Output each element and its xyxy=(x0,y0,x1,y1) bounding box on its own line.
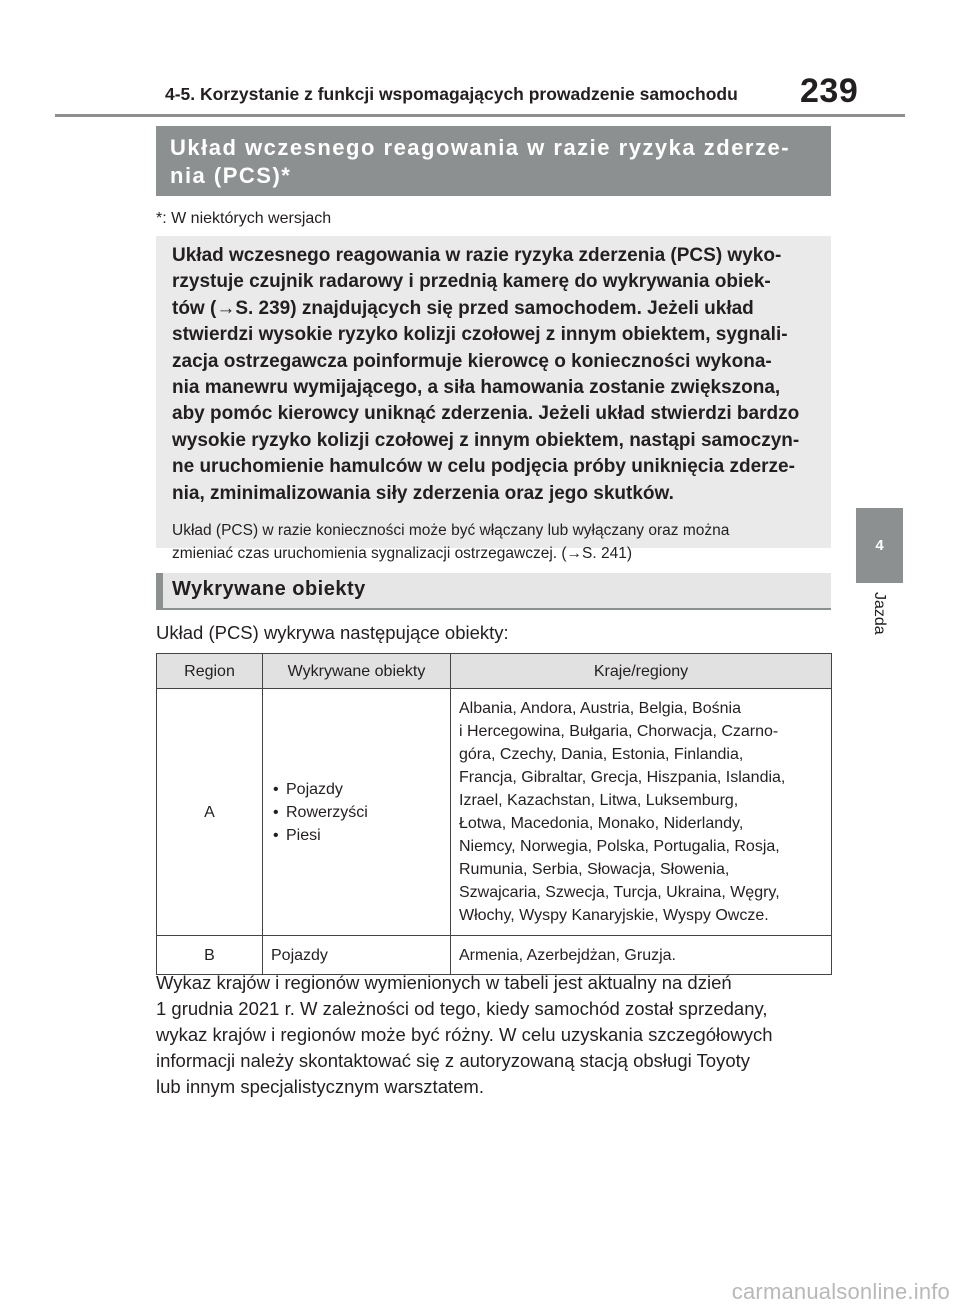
chapter-tab: 4 xyxy=(856,508,903,583)
objects-cell xyxy=(263,689,451,936)
country-line: Włochy, Wyspy Kanaryjskie, Wyspy Owcze. xyxy=(459,907,769,924)
intro-line: tów (→S. 239) znajdujących się przed samochodem. Jeżeli układ xyxy=(172,297,754,319)
section-title-line-2: nia (PCS)* xyxy=(170,163,292,188)
closing-line: informacji należy skontaktować się z autoryzowaną stacją obsługi Toyoty xyxy=(156,1050,751,1071)
closing-line: Wykaz krajów i regionów wymienionych w tabeli jest aktualny na dzień xyxy=(156,972,732,993)
region-cell: B xyxy=(157,936,263,975)
intro-note xyxy=(172,519,817,565)
section-title-line-1: Układ wczesnego reagowania w razie ryzyka zderze- xyxy=(170,135,791,160)
list-item: • Piesi xyxy=(271,824,450,847)
intro-note-line: Układ (PCS) w razie konieczności może być włączany lub wyłączany oraz można xyxy=(172,522,730,540)
page-number: 239 xyxy=(800,72,859,110)
list-item: • Pojazdy xyxy=(271,778,450,801)
table-header-row xyxy=(157,654,832,689)
closing-paragraph xyxy=(156,970,836,1100)
country-line: Rumunia, Serbia, Słowacja, Słowenia, xyxy=(459,861,730,878)
intro-line: nia manewru wymijającego, a siła hamowania zostanie zwiększona, xyxy=(172,377,781,399)
country-line: Szwajcaria, Szwecja, Turcja, Ukraina, Węgry, xyxy=(459,884,780,901)
closing-line: 1 grudnia 2021 r. W zależności od tego, kiedy samochód został sprzedany, xyxy=(156,998,768,1019)
intro-line: rzystuje czujnik radarowy i przednią kamerę do wykrywania obiek- xyxy=(172,271,771,293)
chapter-title: 4-5. Korzystanie z funkcji wspomagających prowadzenie samochodu xyxy=(165,84,738,104)
intro-line: ne uruchomienie hamulców w celu podjęcia próby uniknięcia zderze- xyxy=(172,456,795,478)
country-line: Niemcy, Norwegia, Polska, Portugalia, Rosja, xyxy=(459,838,780,855)
closing-line: wykaz krajów i regionów może być różny. W celu uzyskania szczegółowych xyxy=(156,1024,773,1045)
country-line: góra, Czechy, Dania, Estonia, Finlandia, xyxy=(459,746,744,763)
header-divider xyxy=(55,114,905,117)
regions-table xyxy=(156,653,832,975)
footnote: *: W niektórych wersjach xyxy=(156,210,332,227)
country-line: Francja, Gibraltar, Grecja, Hiszpania, Islandia, xyxy=(459,769,786,786)
objects-list xyxy=(271,778,450,847)
table-row xyxy=(157,689,832,936)
section-title-banner xyxy=(156,126,831,196)
objects-cell: Pojazdy xyxy=(263,936,451,975)
intro-line: zacja ostrzegawcza poinformuje kierowcę o konieczności wykona- xyxy=(172,350,772,372)
header-region: Region xyxy=(157,654,263,689)
table-intro: Układ (PCS) wykrywa następujące obiekty: xyxy=(156,622,509,643)
intro-paragraph xyxy=(172,243,817,507)
intro-line: Układ wczesnego reagowania w razie ryzyka zderzenia (PCS) wyko- xyxy=(172,245,782,266)
closing-line: lub innym specjalistycznym warsztatem. xyxy=(156,1076,484,1097)
header-countries: Kraje/regiony xyxy=(451,654,832,689)
intro-line: aby pomóc kierowcy uniknąć zderzenia. Jeżeli układ stwierdzi bardzo xyxy=(172,403,800,425)
country-line: i Hercegowina, Bułgaria, Chorwacja, Czarno- xyxy=(459,723,779,740)
region-cell: A xyxy=(157,689,263,936)
header-detected-objects: Wykrywane obiekty xyxy=(263,654,451,689)
intro-note-line: zmieniać czas uruchomienia sygnalizacji ostrzegawczej. (→S. 241) xyxy=(172,545,633,563)
countries-cell xyxy=(451,689,832,936)
watermark: carmanualsonline.info xyxy=(731,1279,950,1304)
subsection-title: Wykrywane obiekty xyxy=(156,573,831,610)
country-line: Albania, Andora, Austria, Belgia, Bośnia xyxy=(459,700,741,717)
countries-cell: Armenia, Azerbejdżan, Gruzja. xyxy=(451,936,832,975)
intro-line: nia, zminimalizowania siły zderzenia oraz jego skutków. xyxy=(172,482,674,504)
country-line: Izrael, Kazachstan, Litwa, Luksemburg, xyxy=(459,792,739,809)
table-row xyxy=(157,936,832,975)
intro-line: stwierdzi wysokie ryzyko kolizji czołowej z innym obiektem, sygnali- xyxy=(172,324,788,346)
intro-line: wysokie ryzyko kolizji czołowej z innym obiektem, nastąpi samoczyn- xyxy=(172,429,800,451)
intro-box xyxy=(156,236,831,563)
list-item: • Rowerzyści xyxy=(271,801,450,824)
chapter-tab-label: Jazda xyxy=(871,592,888,635)
country-line: Łotwa, Macedonia, Monako, Niderlandy, xyxy=(459,815,744,832)
